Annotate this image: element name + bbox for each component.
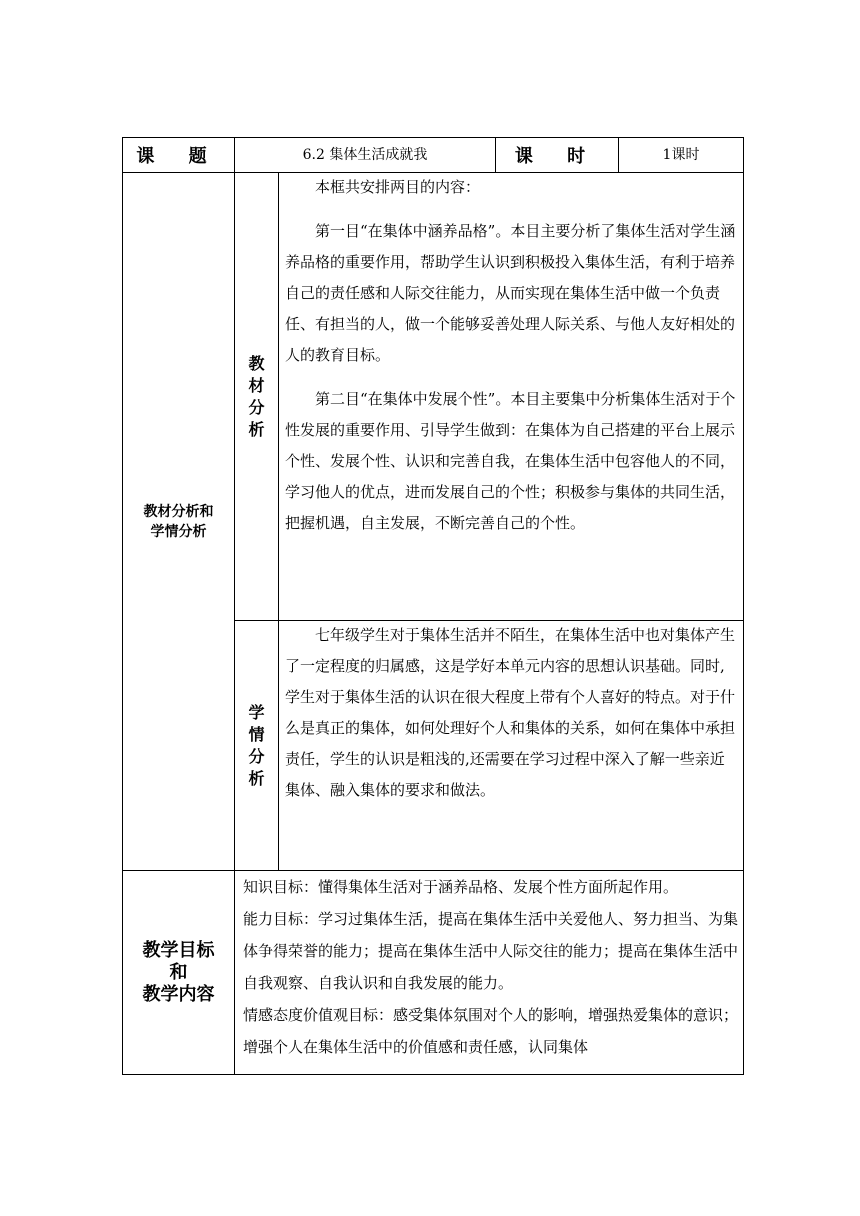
textbook-label-char: 教	[248, 353, 265, 373]
topic-value-text: 6.2 集体生活成就我	[302, 146, 428, 163]
textbook-analysis-content	[279, 173, 744, 621]
objectives-row	[123, 871, 744, 1075]
header-row	[123, 138, 744, 173]
textbook-paragraph: 本框共安排两目的内容：	[315, 178, 481, 196]
student-label-char: 学	[248, 702, 265, 722]
objectives-label-line2: 和	[169, 961, 188, 983]
student-analysis-content	[279, 621, 744, 871]
objectives-label-line1: 教学目标	[142, 939, 215, 961]
student-label-char: 情	[248, 724, 265, 744]
textbook-analysis-row	[123, 173, 744, 621]
student-label-char: 析	[248, 768, 265, 788]
ability-objective: 能力目标：学习过集体生活，提高在集体生活中关爱他人、努力担当、为集体争得荣誉的能力；提高在集体生活中人际交往的能力；提高在集体生活中自我观察、自我认识和自我发展的能力。	[243, 910, 739, 992]
lesson-plan-table	[122, 137, 744, 1075]
objectives-label-line3: 教学内容	[142, 983, 215, 1005]
knowledge-objective: 知识目标：懂得集体生活对于涵养品格、发展个性方面所起作用。	[243, 878, 679, 896]
textbook-label-char: 分	[248, 397, 265, 417]
period-value	[619, 138, 744, 173]
student-analysis-label	[235, 621, 279, 871]
textbook-label-char: 材	[248, 375, 265, 395]
attitude-objective: 情感态度价值观目标：感受集体氛围对个人的影响，增强热爱集体的意识；增强个人在集体生活中的价值感和责任感，认同集体	[243, 1006, 739, 1056]
period-value-text: 1课时	[662, 146, 700, 163]
objectives-content	[235, 871, 744, 1075]
student-label-char: 分	[248, 746, 265, 766]
student-paragraph: 七年级学生对于集体生活并不陌生，在集体生活中也对集体产生了一定程度的归属感，这是学好本单元内容的思想认识基础。同时,学生对于集体生活的认识在很大程度上带有个人喜好的特点。对于什么是真正的集体，如何处理好个人和集体的关系，如何在集体中承担责任，学生的认识是粗浅的,还需要在学习过程中深入了解一些亲近集体、融入集体的要求和做法。	[285, 626, 736, 799]
textbook-paragraph: 第一目“在集体中涵养品格”。本目主要分析了集体生活对学生涵养品格的重要作用，帮助学生认识到积极投入集体生活，有利于培养自己的责任感和人际交往能力，从而实现在集体生活中做一个负责任、有担当的人，做一个能够妥善处理人际关系、与他人友好相处的人的教育目标。	[285, 222, 736, 364]
period-label: 课 时	[496, 138, 619, 173]
textbook-analysis-label	[235, 173, 279, 621]
textbook-label-char: 析	[248, 419, 265, 439]
objectives-label	[123, 871, 235, 1075]
topic-label: 课 题	[123, 138, 235, 173]
analysis-label-line1: 教材分析和	[143, 503, 214, 520]
analysis-label-line2: 学情分析	[150, 523, 207, 540]
analysis-section-label	[123, 173, 235, 871]
textbook-paragraph: 第二目“在集体中发展个性”。本目主要集中分析集体生活对于个性发展的重要作用、引导学生做到：在集体为自己搭建的平台上展示个性、发展个性、认识和完善自我，在集体生活中包容他人的不同，学习他人的优点，进而发展自己的个性；积极参与集体的共同生活，把握机遇，自主发展，不断完善自己的个性。	[285, 390, 736, 532]
topic-value	[235, 138, 496, 173]
